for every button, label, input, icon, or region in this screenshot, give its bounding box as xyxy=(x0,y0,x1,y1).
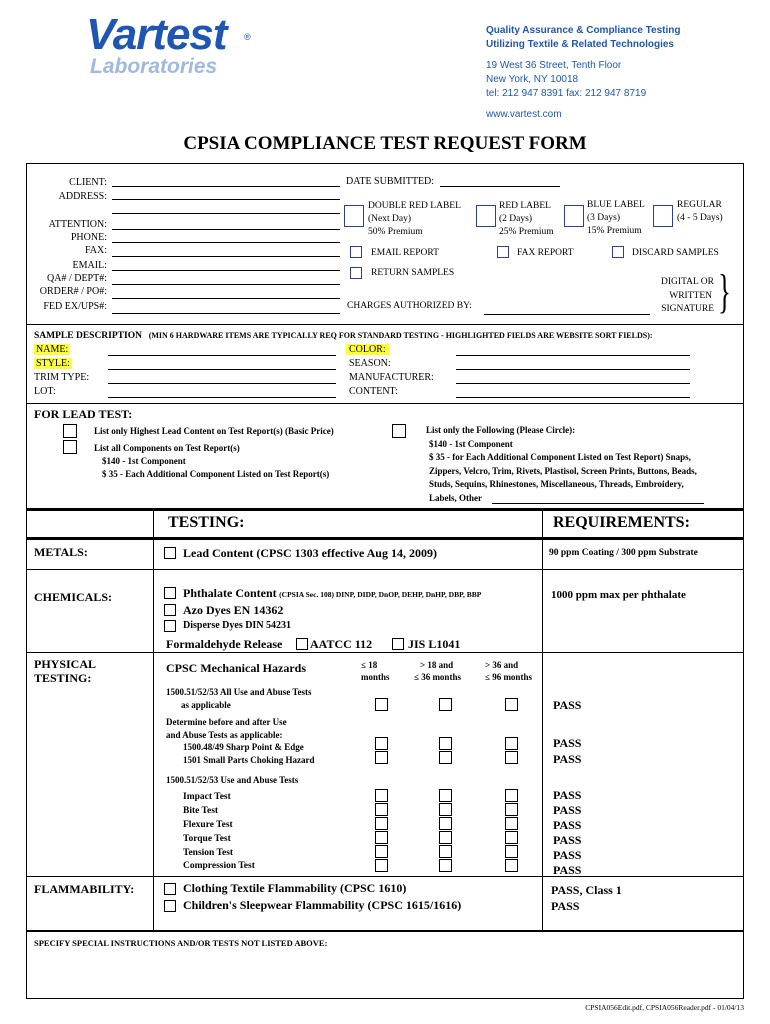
style-field[interactable] xyxy=(108,369,336,370)
signature-note-1: DIGITAL OR xyxy=(661,277,714,287)
impact-test-label: Impact Test xyxy=(183,792,231,802)
torque-test-label: Torque Test xyxy=(183,834,231,844)
flexure-pass: PASS xyxy=(553,818,582,832)
sleepwear-flammability-requirement: PASS xyxy=(551,899,580,913)
company-phone: tel: 212 947 8391 fax: 212 947 8719 xyxy=(486,88,647,99)
use-abuse-all-1: 1500.51/52/53 All Use and Abuse Tests xyxy=(166,687,312,697)
red-label-checkbox[interactable] xyxy=(476,205,496,227)
lead-content-checkbox[interactable] xyxy=(164,547,176,559)
date-submitted-label: DATE SUBMITTED: xyxy=(346,176,435,187)
requirements-heading: REQUIREMENTS: xyxy=(553,514,690,531)
form-frame xyxy=(26,163,744,999)
company-info xyxy=(486,24,681,122)
order-po-label: ORDER# / PO#: xyxy=(39,286,107,297)
signature-note xyxy=(640,276,714,317)
sleepwear-flammability-checkbox[interactable] xyxy=(164,900,176,912)
color-field[interactable] xyxy=(456,355,690,356)
return-samples-label: RETURN SAMPLES xyxy=(371,268,455,278)
qa-dept-label: QA# / DEPT#: xyxy=(47,273,107,284)
trim-type-label: TRIM TYPE: xyxy=(34,372,90,383)
lead-heading: FOR LEAD TEST: xyxy=(34,407,133,421)
lead-all-price-2: $ 35 - Each Additional Component Listed on Test Report(s) xyxy=(102,469,330,479)
charges-authorized-label: CHARGES AUTHORIZED BY: xyxy=(347,301,472,311)
use-abuse-all-checkbox-1[interactable] xyxy=(375,698,388,711)
sharp-checkbox-3[interactable] xyxy=(505,737,518,750)
fedex-field[interactable] xyxy=(112,313,340,314)
charges-authorized-field[interactable] xyxy=(484,314,650,315)
phthalate-label: Phthalate Content xyxy=(183,586,277,600)
address-field-2[interactable] xyxy=(112,213,340,214)
physical-label xyxy=(34,657,96,685)
bite-test-label: Bite Test xyxy=(183,806,219,816)
azo-checkbox[interactable] xyxy=(164,604,176,616)
email-label: EMAIL: xyxy=(72,260,107,271)
sharp-point-label: 1500.48/49 Sharp Point & Edge xyxy=(183,742,304,752)
lead-following-option xyxy=(426,424,697,505)
divider-special xyxy=(26,930,744,932)
fax-label: FAX: xyxy=(84,245,107,256)
age-col-3-line-2: ≤ 96 months xyxy=(485,672,532,682)
discard-samples-checkbox[interactable] xyxy=(612,246,624,258)
clothing-flammability-label: Clothing Textile Flammability (CPSC 1610) xyxy=(183,881,407,895)
regular-days: (4 - 5 Days) xyxy=(677,213,723,223)
lot-label: LOT: xyxy=(34,386,56,397)
signature-brace-icon: } xyxy=(718,265,731,318)
age-col-2 xyxy=(414,659,461,683)
lead-all-price-1: $140 - 1st Component xyxy=(102,456,186,466)
compression-checkbox-3[interactable] xyxy=(505,859,518,872)
email-report-checkbox[interactable] xyxy=(350,246,362,258)
lead-following-checkbox[interactable] xyxy=(392,424,406,438)
date-submitted-field[interactable] xyxy=(440,186,560,187)
email-report-label: EMAIL REPORT xyxy=(371,248,439,258)
lead-following-price-2: $ 35 - for Each Additional Component Listed on Test Report) Snaps, xyxy=(429,452,691,462)
lead-requirement: 90 ppm Coating / 300 ppm Substrate xyxy=(549,548,698,558)
age-col-1-line-2: months xyxy=(361,672,390,682)
divider-sample xyxy=(26,324,744,325)
metals-label: METALS: xyxy=(34,545,88,559)
signature-note-2: WRITTEN xyxy=(669,290,712,301)
impact-checkbox-1[interactable] xyxy=(375,789,388,802)
color-label: COLOR: xyxy=(346,344,389,355)
age-col-1-line-1: ≤ 18 xyxy=(361,660,378,670)
clothing-flammability-requirement: PASS, Class 1 xyxy=(551,883,622,897)
lead-content-label: Lead Content (CPSC 1303 effective Aug 14, 2009) xyxy=(183,546,437,560)
attention-field[interactable] xyxy=(112,229,340,230)
use-abuse-all xyxy=(166,686,312,712)
phone-field[interactable] xyxy=(112,242,340,243)
torque-checkbox-2[interactable] xyxy=(439,831,452,844)
impact-checkbox-2[interactable] xyxy=(439,789,452,802)
age-col-3 xyxy=(485,659,532,683)
fax-field[interactable] xyxy=(112,256,340,257)
special-instructions-label: SPECIFY SPECIAL INSTRUCTIONS AND/OR TESTS NOT LISTED ABOVE: xyxy=(34,938,328,948)
manufacturer-label: MANUFACTURER: xyxy=(349,372,434,383)
small-parts-label: 1501 Small Parts Choking Hazard xyxy=(183,754,315,765)
phthalate-checkbox[interactable] xyxy=(164,587,176,599)
regular-option xyxy=(677,199,723,225)
divider-flammability xyxy=(26,876,744,877)
double-red-premium: 50% Premium xyxy=(368,227,423,237)
sharp-pass: PASS xyxy=(553,736,582,750)
disperse-checkbox[interactable] xyxy=(164,620,176,632)
blue-label-days: (3 Days) xyxy=(587,213,620,223)
use-abuse-all-checkbox-2[interactable] xyxy=(439,698,452,711)
fedex-label: FED EX/UPS#: xyxy=(43,301,107,312)
order-po-field[interactable] xyxy=(112,298,340,299)
formaldehyde-label: Formaldehyde Release xyxy=(166,637,283,651)
lead-highest-checkbox[interactable] xyxy=(63,424,77,438)
col-divider-right xyxy=(542,508,543,932)
tension-test-label: Tension Test xyxy=(183,848,234,858)
age-col-2-line-2: ≤ 36 months xyxy=(414,672,461,682)
lead-following-items-3: Labels, Other xyxy=(429,492,482,503)
determine-1: Determine before and after Use xyxy=(166,717,287,727)
use-abuse-all-pass: PASS xyxy=(553,698,582,712)
company-logo xyxy=(86,10,266,80)
lead-following-items-1: Zippers, Velcro, Trim, Rivets, Plastisol, Screen Prints, Buttons, Beads, xyxy=(429,465,697,476)
sample-heading-row xyxy=(34,330,653,341)
return-samples-checkbox[interactable] xyxy=(350,267,362,279)
tagline-1: Quality Assurance & Compliance Testing xyxy=(486,25,681,36)
determine-block xyxy=(166,716,315,766)
phthalate-requirement: 1000 ppm max per phthalate xyxy=(551,589,686,601)
aatcc-label: AATCC 112 xyxy=(310,637,373,651)
regular-label: REGULAR xyxy=(677,200,722,210)
season-label: SEASON: xyxy=(349,358,391,369)
chemicals-label: CHEMICALS: xyxy=(34,590,113,604)
torque-checkbox-3[interactable] xyxy=(505,831,518,844)
physical-label-1: PHYSICAL xyxy=(34,657,97,671)
sample-left-labels xyxy=(34,343,89,399)
double-red-days: (Next Day) xyxy=(368,214,411,224)
style-label: STYLE: xyxy=(36,358,70,369)
bite-checkbox-2[interactable] xyxy=(439,803,452,816)
name-field[interactable] xyxy=(108,355,336,356)
compression-test-label: Compression Test xyxy=(183,861,255,871)
lead-all-label: List all Components on Test Report(s) xyxy=(94,443,240,453)
red-label-days: (2 Days) xyxy=(499,214,532,224)
age-col-3-line-1: > 36 and xyxy=(485,660,519,670)
torque-pass: PASS xyxy=(553,833,582,847)
manufacturer-field[interactable] xyxy=(456,383,690,384)
jis-checkbox[interactable] xyxy=(392,638,404,650)
lead-other-field[interactable] xyxy=(492,503,704,504)
form-title: CPSIA COMPLIANCE TEST REQUEST FORM xyxy=(183,133,587,154)
special-instructions-field[interactable] xyxy=(30,952,740,996)
red-label-label: RED LABEL xyxy=(499,201,551,211)
small-parts-checkbox-2[interactable] xyxy=(439,751,452,764)
physical-label-2: TESTING: xyxy=(34,671,92,685)
lead-following-price-1: $140 - 1st Component xyxy=(429,438,513,449)
logo-subtitle: Laboratories xyxy=(90,55,218,78)
lead-all-checkbox[interactable] xyxy=(63,440,77,454)
lot-field[interactable] xyxy=(108,397,336,398)
tension-checkbox-3[interactable] xyxy=(505,845,518,858)
company-address-1: 19 West 36 Street, Tenth Floor xyxy=(486,60,622,71)
determine-2: and Abuse Tests as applicable: xyxy=(166,729,283,740)
discard-samples-label: DISCARD SAMPLES xyxy=(632,248,719,258)
client-field[interactable] xyxy=(112,186,340,187)
age-col-2-line-1: > 18 and xyxy=(420,660,454,670)
client-label: CLIENT: xyxy=(69,177,107,188)
flexure-checkbox-2[interactable] xyxy=(439,817,452,830)
name-label: NAME: xyxy=(36,344,69,355)
small-parts-checkbox-1[interactable] xyxy=(375,751,388,764)
regular-checkbox[interactable] xyxy=(653,205,673,227)
tension-pass: PASS xyxy=(553,848,582,862)
tension-checkbox-1[interactable] xyxy=(375,845,388,858)
impact-pass: PASS xyxy=(553,788,582,802)
signature-note-3: SIGNATURE xyxy=(661,304,714,314)
blue-label-label: BLUE LABEL xyxy=(587,200,645,210)
disperse-label: Disperse Dyes DIN 54231 xyxy=(183,620,292,631)
double-red-label: DOUBLE RED LABEL xyxy=(368,201,461,211)
double-red-checkbox[interactable] xyxy=(344,205,364,227)
impact-checkbox-3[interactable] xyxy=(505,789,518,802)
phthalate-detail: (CPSIA Sec. 108) DINP, DIDP, DnOP, DEHP, DnHP, DBP, BBP xyxy=(279,590,482,599)
testing-heading: TESTING: xyxy=(168,514,245,531)
bite-checkbox-3[interactable] xyxy=(505,803,518,816)
lead-following-label: List only the Following (Please Circle): xyxy=(426,425,576,435)
sample-heading: SAMPLE DESCRIPTION xyxy=(34,331,142,341)
divider-lead xyxy=(26,403,744,404)
footer-file-info: CPSIA056Edit.pdf, CPSIA056Reader.pdf - 01/04/13 xyxy=(585,1003,744,1012)
blue-label-premium: 15% Premium xyxy=(587,226,642,236)
jis-label: JIS L1041 xyxy=(408,637,461,651)
content-field[interactable] xyxy=(456,397,690,398)
use-abuse-tests-label: 1500.51/52/53 Use and Abuse Tests xyxy=(166,775,299,785)
small-parts-checkbox-3[interactable] xyxy=(505,751,518,764)
small-parts-pass: PASS xyxy=(553,752,582,766)
col-divider-left xyxy=(153,508,154,932)
divider-physical xyxy=(26,652,744,653)
bite-pass: PASS xyxy=(553,803,582,817)
qa-dept-field[interactable] xyxy=(112,284,340,285)
age-col-1 xyxy=(361,659,390,683)
logo-wordmark: Vartest xyxy=(86,10,227,59)
company-address-2: New York, NY 10018 xyxy=(486,74,579,85)
lead-all-option xyxy=(94,442,329,481)
trim-type-field[interactable] xyxy=(108,383,336,384)
sharp-checkbox-1[interactable] xyxy=(375,737,388,750)
fax-report-label: FAX REPORT xyxy=(517,248,574,258)
content-label: CONTENT: xyxy=(349,386,398,397)
use-abuse-all-checkbox-3[interactable] xyxy=(505,698,518,711)
tagline-2: Utilizing Textile & Related Technologies xyxy=(486,39,674,50)
mechanical-label: CPSC Mechanical Hazards xyxy=(166,661,306,675)
season-field[interactable] xyxy=(456,369,690,370)
flammability-label: FLAMMABILITY: xyxy=(34,882,135,896)
torque-checkbox-1[interactable] xyxy=(375,831,388,844)
flexure-checkbox-1[interactable] xyxy=(375,817,388,830)
red-label-premium: 25% Premium xyxy=(499,227,554,237)
divider-chemicals xyxy=(26,569,744,570)
flexure-checkbox-3[interactable] xyxy=(505,817,518,830)
blue-label-option xyxy=(587,199,645,238)
flexure-test-label: Flexure Test xyxy=(183,820,233,830)
bite-checkbox-1[interactable] xyxy=(375,803,388,816)
use-abuse-all-2: as applicable xyxy=(181,700,231,710)
address-label: ADDRESS: xyxy=(58,191,107,202)
email-field[interactable] xyxy=(112,270,340,271)
tension-checkbox-2[interactable] xyxy=(439,845,452,858)
sample-right-labels xyxy=(346,343,434,399)
address-field-1[interactable] xyxy=(112,199,340,200)
lead-highest-label: List only Highest Lead Content on Test Report(s) (Basic Price) xyxy=(94,426,334,436)
company-website[interactable]: www.vartest.com xyxy=(486,109,562,120)
phthalate-row xyxy=(183,586,481,601)
phone-label: PHONE: xyxy=(70,232,107,243)
compression-pass: PASS xyxy=(553,863,582,877)
logo-registered: ® xyxy=(244,32,251,42)
blue-label-checkbox[interactable] xyxy=(564,205,584,227)
client-labels xyxy=(30,176,107,313)
sample-note: (MIN 6 HARDWARE ITEMS ARE TYPICALLY REQ FOR STANDARD TESTING - HIGHLIGHTED FIELDS ARE WEBSITE SORT FIELDS): xyxy=(148,331,653,340)
red-label-option xyxy=(499,200,554,239)
double-red-option xyxy=(368,200,461,239)
attention-label: ATTENTION: xyxy=(48,219,107,230)
clothing-flammability-checkbox[interactable] xyxy=(164,883,176,895)
sleepwear-flammability-label: Children's Sleepwear Flammability (CPSC 1615/1616) xyxy=(183,898,462,912)
lead-following-items-2: Studs, Sequins, Rhinestones, Miscellaneous, Threads, Embroidery, xyxy=(429,479,684,489)
azo-label: Azo Dyes EN 14362 xyxy=(183,603,284,617)
compression-checkbox-1[interactable] xyxy=(375,859,388,872)
fax-report-checkbox[interactable] xyxy=(497,246,509,258)
compression-checkbox-2[interactable] xyxy=(439,859,452,872)
aatcc-checkbox[interactable] xyxy=(296,638,308,650)
sharp-checkbox-2[interactable] xyxy=(439,737,452,750)
